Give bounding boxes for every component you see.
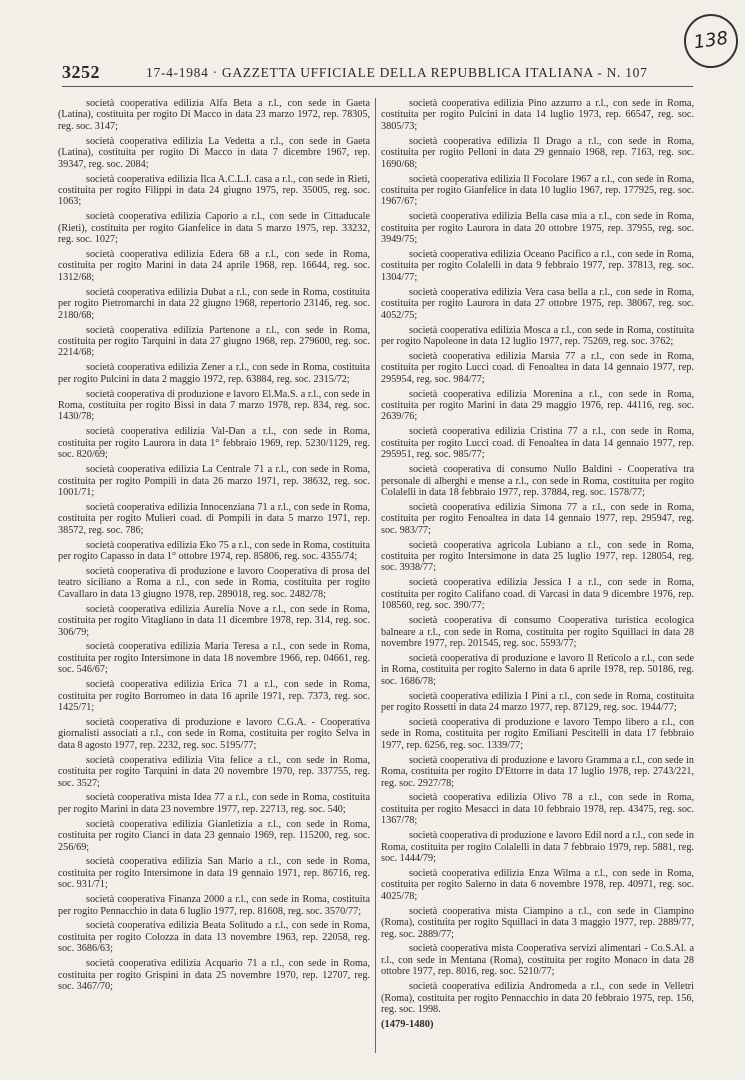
running-title: 17-4-1984 · GAZZETTA UFFICIALE DELLA REPUBBLICA ITALIANA - N. 107 [146, 65, 648, 80]
left-column [58, 98, 370, 996]
cooperative-entry: società cooperativa edilizia Eko 75 a r.l., con sede in Roma, costituita per rogito Capasso in data 1° ottobre 1974, rep. 85806, reg. soc. 4355/74; [58, 539, 370, 562]
cooperative-entry: società cooperativa edilizia Aurelia Nove a r.l., con sede in Roma, costituita per rogito Vitagliano in data 11 dicembre 1978, rep. 314, reg. soc. 306/79; [58, 603, 370, 638]
cooperative-entry: società cooperativa mista Ciampino a r.l., con sede in Ciampino (Roma), costituita per rogito Squillaci in data 3 maggio 1977, rep. 2889/77, reg. soc. 2889/77; [381, 905, 694, 940]
cooperative-entry: società cooperativa edilizia Olivo 78 a r.l., con sede in Roma, costituita per rogito Mesacci in data 10 febbraio 1978, rep. 43475, reg. soc. 1367/78; [381, 792, 694, 827]
cooperative-entry: società cooperativa edilizia San Mario a r.l., con sede in Roma, costituita per rogito Intersimone in data 19 gennaio 1971, rep. 86716, reg. soc. 931/71; [58, 856, 370, 891]
cooperative-entry: società cooperativa edilizia Partenone a r.l., con sede in Roma, costituita per rogito Tarquini in data 27 giugno 1968, rep. 279600, reg. soc. 2214/68; [58, 324, 370, 359]
cooperative-entry: società cooperativa mista Idea 77 a r.l., con sede in Roma, costituita per rogito Marini in data 23 novembre 1977, rep. 22713, reg. soc. 540; [58, 792, 370, 815]
cooperative-entry: società cooperativa Finanza 2000 a r.l., con sede in Roma, costituita per rogito Pennacchio in data 6 luglio 1977, rep. 81608, reg. soc. 3570/77; [58, 894, 370, 917]
cooperative-entry: società cooperativa di produzione e lavoro Il Reticolo a r.l., con sede in Roma, costituita per rogito Salerno in data 6 aprile 1978, rep. 50186, reg. soc. 1686/78; [381, 652, 694, 687]
cooperative-entry: società cooperativa edilizia Pino azzurro a r.l., con sede in Roma, costituita per rogito Pulcini in data 14 luglio 1973, rep. 66547, reg. soc. 3805/73; [381, 98, 694, 132]
cooperative-entry: società cooperativa di produzione e lavoro C.G.A. - Cooperativa giornalisti associati a r.l., con sede in Roma, costituita per rogito Selva in data 8 agosto 1977, rep. 2232, reg. soc. 5195/77; [58, 716, 370, 751]
footer-code: (1479-1480) [381, 1019, 434, 1031]
cooperative-entry: società cooperativa edilizia Simona 77 a r.l., con sede in Roma, costituita per rogito Fenoaltea in data 14 gennaio 1977, rep. 295947, reg. soc. 983/77; [381, 501, 694, 536]
cooperative-entry: società cooperativa edilizia Edera 68 a r.l., con sede in Roma, costituita per rogito Marini in data 24 aprile 1968, rep. 16644, reg. soc. 1312/68; [58, 249, 370, 283]
cooperative-entry: società cooperativa agricola Lubiano a r.l., con sede in Roma, costituita per rogito Intersimone in data 25 luglio 1977, rep. 128054, reg. soc. 3938/77; [381, 539, 694, 574]
cooperative-entry: società cooperativa edilizia Oceano Pacifico a r.l., con sede in Roma, costituita per rogito Colalelli in data 9 febbraio 1977, rep. 37813, reg. soc. 1304/77; [381, 249, 694, 283]
cooperative-entry: società cooperativa edilizia Enza Wilma a r.l., con sede in Roma, costituita per rogito Salerno in data 6 novembre 1978, rep. 40971, reg. soc. 4025/78; [381, 867, 694, 902]
cooperative-entry: società cooperativa di consumo Cooperativa turistica ecologica balneare a r.l., con sede in Roma, costituita per rogito Squillaci in data 28 novembre 1977, rep. 201545, reg. soc. 5593/77; [381, 615, 694, 649]
cooperative-entry: società cooperativa edilizia Zener a r.l., con sede in Roma, costituita per rogito Pulcini in data 2 maggio 1972, rep. 63884, reg. soc. 2315/72; [58, 362, 370, 385]
cooperative-entry: società cooperativa edilizia Il Focolare 1967 a r.l., con sede in Roma, costituita per rogito Gianfelice in data 10 luglio 1967, rep. 177925, reg. soc. 1967/67; [381, 173, 694, 208]
cooperative-entry: società cooperativa di produzione e lavoro Edil nord a r.l., con sede in Roma, costituita per rogito Colalelli in data 7 febbraio 1979, rep. 5881, reg. soc. 1444/79; [381, 830, 694, 864]
cooperative-entry: società cooperativa di produzione e lavoro Cooperativa di prosa del teatro siciliano a Roma a r.l., con sede in Roma, costituita per rogito Cavallaro in data 13 giugno 1978, rep. 289018, reg. soc. 2482/78; [58, 565, 370, 600]
cooperative-entry: società cooperativa edilizia Vita felice a r.l., con sede in Roma, costituita per rogito Tarquini in data 20 novembre 1970, rep. 337755, reg. soc. 3527; [58, 754, 370, 789]
cooperative-entry: società cooperativa di produzione e lavoro El.Ma.S. a r.l., con sede in Roma, costituita per rogito Bissi in data 7 marzo 1978, rep. 834, reg. soc. 1430/78; [58, 388, 370, 423]
cooperative-entry: società cooperativa edilizia I Pini a r.l., con sede in Roma, costituita per rogito Rossetti in data 24 marzo 1977, rep. 87129, reg. soc. 1944/77; [381, 690, 694, 713]
cooperative-entry: società cooperativa edilizia Beata Solitudo a r.l., con sede in Roma, costituita per rogito Colozza in data 13 novembre 1963, rep. 22058, reg. soc. 3686/63; [58, 920, 370, 955]
cooperative-entry: società cooperativa edilizia Morenina a r.l., con sede in Roma, costituita per rogito Marini in data 29 maggio 1976, rep. 44116, reg. soc. 2639/76; [381, 388, 694, 423]
column-divider [375, 98, 376, 1053]
cooperative-entry: società cooperativa edilizia Jessica I a r.l., con sede in Roma, costituita per rogito Califano coad. di Varcasi in data 9 dicembre 1976, rep. 108560, reg. soc. 390/77; [381, 577, 694, 612]
cooperative-entry: società cooperativa di consumo Nullo Baldini - Cooperativa tra personale di alberghi e mense a r.l., con sede in Roma, costituita per rogito Colalelli in data 18 febbraio 1977, rep. 37884, reg. soc. 1578/77; [381, 464, 694, 498]
cooperative-entry: società cooperativa edilizia Innocenziana 71 a r.l., con sede in Roma, costituita per rogito Mulieri coad. di Pompili in data 5 marzo 1971, rep. 38572, reg. soc. 786; [58, 501, 370, 536]
cooperative-entry: società cooperativa mista Cooperativa servizi alimentari - Co.S.Al. a r.l., con sede in Mentana (Roma), costituita per rogito Monaco in data 28 ottobre 1977, rep. 8016, reg. soc. 5210/77; [381, 943, 694, 978]
cooperative-entry: società cooperativa edilizia Alfa Beta a r.l., con sede in Gaeta (Latina), costituita per rogito Di Macco in data 23 marzo 1972, rep. 78305, reg. soc. 3147; [58, 98, 370, 132]
cooperative-entry: società cooperativa edilizia Marsia 77 a r.l., con sede in Roma, costituita per rogito Lucci coad. di Fenoaltea in data 14 gennaio 1977, rep. 295954, reg. soc. 984/77; [381, 350, 694, 385]
page-number: 3252 [62, 62, 100, 82]
cooperative-entry: società cooperativa edilizia Cristina 77 a r.l., con sede in Roma, costituita per rogito Lucci coad. di Fenoaltea in data 14 gennaio 1977, rep. 295951, reg. soc. 985/77; [381, 426, 694, 461]
cooperative-entry: società cooperativa edilizia Caporio a r.l., con sede in Cittaducale (Rieti), costituita per rogito Gianfelice in data 5 marzo 1975, rep. 33232, reg. soc. 1027; [58, 211, 370, 246]
page-header [62, 62, 667, 84]
header-rule [62, 86, 693, 87]
cooperative-entry: società cooperativa edilizia Val-Dan a r.l., con sede in Roma, costituita per rogito Laurora in data 1° febbraio 1969, rep. 5230/1129, reg. soc. 820/69; [58, 426, 370, 461]
cooperative-entry: società cooperativa edilizia Gianletizia a r.l., con sede in Roma, costituita per rogito Cianci in data 23 gennaio 1969, rep. 115200, reg. soc. 256/69; [58, 818, 370, 853]
cooperative-entry: società cooperativa edilizia Bella casa mia a r.l., con sede in Roma, costituita per rogito Laurora in data 20 ottobre 1975, rep. 37955, reg. soc. 3949/75; [381, 211, 694, 246]
cooperative-entry: società cooperativa di produzione e lavoro Tempo libero a r.l., con sede in Roma, costituita per rogito Emiliani Pescitelli in data 17 febbraio 1977, rep. 6256, reg. soc. 1339/77; [381, 716, 694, 751]
handwritten-page-number: 138 [681, 11, 742, 72]
cooperative-entry: società cooperativa edilizia Maria Teresa a r.l., con sede in Roma, costituita per rogito Intersimone in data 18 novembre 1966, rep. 04661, reg. soc. 546/67; [58, 641, 370, 676]
cooperative-entry: società cooperativa edilizia Dubat a r.l., con sede in Roma, costituita per rogito Pietromarchi in data 22 giugno 1968, repertorio 23146, reg. soc. 2180/68; [58, 286, 370, 321]
cooperative-entry: società cooperativa edilizia Andromeda a r.l., con sede in Velletri (Roma), costituita per rogito Pennacchio in data 20 febbraio 1975, rep. 156, reg. soc. 1998. [381, 981, 694, 1015]
cooperative-entry: società cooperativa edilizia La Vedetta a r.l., con sede in Gaeta (Latina), costituita per rogito Di Macco in data 7 dicembre 1967, rep. 39347, reg. soc. 2084; [58, 135, 370, 170]
cooperative-entry: società cooperativa edilizia Mosca a r.l., con sede in Roma, costituita per rogito Napoleone in data 12 luglio 1977, rep. 75269, reg. soc. 3762; [381, 324, 694, 347]
cooperative-entry: società cooperativa edilizia Vera casa bella a r.l., con sede in Roma, costituita per rogito Laurora in data 27 ottobre 1975, rep. 38067, reg. soc. 4052/75; [381, 286, 694, 321]
cooperative-entry: società cooperativa edilizia Il Drago a r.l., con sede in Roma, costituita per rogito Pelloni in data 29 gennaio 1968, rep. 7163, reg. soc. 1690/68; [381, 135, 694, 170]
cooperative-entry: società cooperativa edilizia Ilca A.C.L.I. casa a r.l., con sede in Rieti, costituita per rogito Filippi in data 24 giugno 1975, rep. 35005, reg. soc. 1063; [58, 173, 370, 208]
cooperative-entry: società cooperativa di produzione e lavoro Gramma a r.l., con sede in Roma, costituita per rogito D'Ettorre in data 17 luglio 1978, rep. 2743/221, reg. soc. 2927/78; [381, 754, 694, 789]
cooperative-entry: società cooperativa edilizia La Centrale 71 a r.l., con sede in Roma, costituita per rogito Pompili in data 26 marzo 1971, rep. 38632, reg. soc. 1001/71; [58, 464, 370, 498]
cooperative-entry: società cooperativa edilizia Acquario 71 a r.l., con sede in Roma, costituita per rogito Grispini in data 25 novembre 1970, rep. 12707, reg. soc. 3467/70; [58, 958, 370, 993]
cooperative-entry: società cooperativa edilizia Erica 71 a r.l., con sede in Roma, costituita per rogito Borromeo in data 16 aprile 1971, rep. 7373, reg. soc. 1425/71; [58, 679, 370, 713]
right-column [381, 98, 694, 1031]
